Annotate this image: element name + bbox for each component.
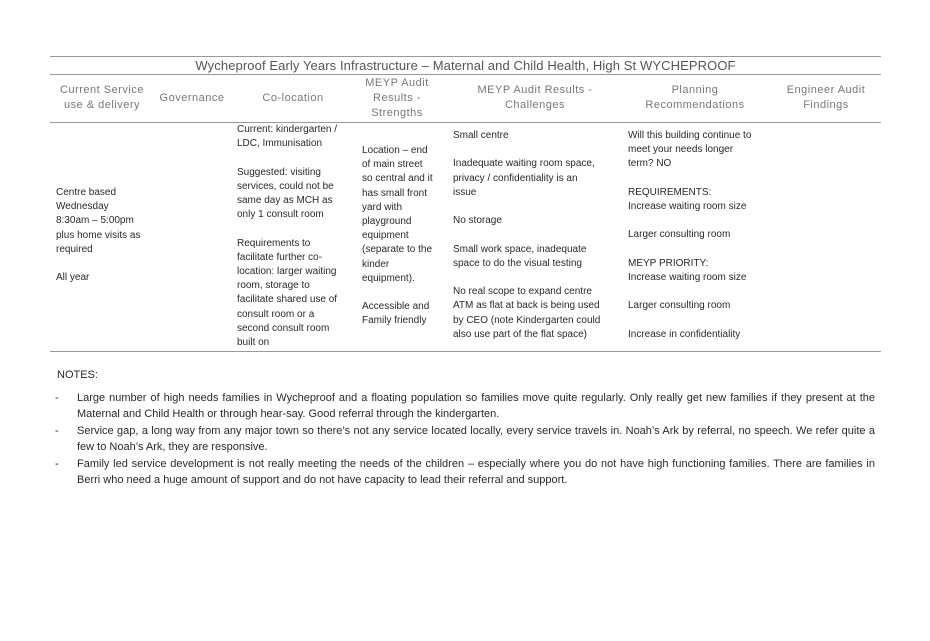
cell-line: yard with [362, 201, 403, 213]
cell-line: equipment). [362, 272, 415, 284]
blank-line [453, 228, 621, 242]
table-bottom-rule [50, 351, 881, 352]
cell-line: Current: kindergarten / [237, 124, 338, 135]
blank-line [628, 314, 778, 328]
blank-line [628, 285, 778, 299]
cell-line: facilitate further co- [237, 251, 323, 263]
cell-line: Centre based [56, 187, 117, 198]
header-divider [50, 122, 881, 123]
blank-line [628, 172, 778, 186]
cell-line: Wednesday [56, 201, 109, 213]
cell-line: Larger consulting room [628, 300, 731, 312]
notes-heading: NOTES: [57, 369, 98, 381]
note-bullet: - [55, 458, 59, 470]
header-governance: Governance [159, 92, 225, 104]
cell-line: also use part of the flat space) [453, 328, 587, 340]
cell-line: Will this building continue to [628, 130, 752, 141]
note-bullet: - [55, 425, 59, 437]
table-title: Wycheproof Early Years Infrastructure – Maternal and Child Health, High St WYCHEPROOF [50, 56, 881, 75]
cell-current-service [56, 186, 156, 285]
cell-line: Larger consulting room [628, 229, 731, 241]
blank-line [628, 243, 778, 257]
note-item [55, 456, 875, 488]
cell-line: Small centre [453, 130, 509, 141]
note-item [55, 423, 875, 455]
cell-line: by CEO (note Kindergarten could [453, 314, 601, 326]
cell-line: Accessible and [362, 301, 430, 313]
blank-line [453, 271, 621, 285]
cell-line: All year [56, 272, 90, 284]
cell-line: Increase waiting room size [628, 201, 747, 212]
cell-line: Small work space, inadequate [453, 243, 587, 255]
cell-line: LDC, Immunisation [237, 138, 323, 150]
cell-challenges [453, 129, 621, 342]
cell-line: No real scope to expand centre [453, 286, 592, 298]
blank-line [237, 222, 355, 236]
header-co-location: Co-location [262, 92, 324, 104]
blank-line [237, 151, 355, 165]
note-item [55, 390, 875, 422]
cell-line: Family friendly [362, 315, 427, 327]
cell-line: ATM as flat at back is being used [453, 300, 600, 312]
cell-line: Increase in confidentiality [628, 328, 741, 340]
note-bullet: - [55, 392, 59, 404]
cell-strengths [362, 144, 446, 329]
note-text: Family led service development is not really meeting the needs of the children – especially where you do not have high functioning families. There are families in Berri who need a huge amount of support and do not have capacity to lead their referral and support. [77, 458, 875, 486]
cell-line: space to do the visual testing [453, 257, 582, 269]
cell-line: consult room or a [237, 308, 315, 320]
cell-line: required [56, 243, 93, 255]
cell-line: room, storage to [237, 280, 310, 292]
note-text: Service gap, a long way from any major town so there’s not any service located locally, every service travels in. Noah’s Ark by referral, no speech. We refer quite a few to Noah’s Ark, they are responsive. [77, 425, 875, 453]
blank-line [362, 286, 446, 300]
cell-line: built on [237, 337, 270, 349]
cell-line: (separate to the [362, 244, 433, 256]
cell-line: Requirements to [237, 237, 311, 249]
cell-line: REQUIREMENTS: [628, 186, 712, 198]
blank-line [453, 200, 621, 214]
cell-line: plus home visits as [56, 229, 141, 241]
cell-line: term? NO [628, 158, 672, 170]
cell-line: issue [453, 186, 477, 198]
header-engineer-audit: Engineer Audit Findings [786, 84, 866, 111]
cell-line: kinder [362, 258, 390, 270]
cell-line: location: larger waiting [237, 266, 337, 277]
cell-line: services, could not be [237, 180, 334, 192]
cell-line: facilitate shared use of [237, 294, 338, 306]
cell-line: MEYP PRIORITY: [628, 257, 709, 269]
cell-recommendations [628, 129, 778, 342]
cell-line: of main street [362, 159, 423, 171]
cell-line: privacy / confidentiality is an [453, 172, 578, 184]
header-recommendations: Planning Recommendations [645, 84, 745, 111]
cell-line: meet your needs longer [628, 144, 734, 156]
cell-co-location [237, 123, 355, 350]
blank-line [56, 257, 156, 271]
cell-line: Suggested: visiting [237, 166, 321, 178]
cell-line: equipment [362, 230, 409, 242]
cell-line: 8:30am – 5:00pm [56, 215, 134, 227]
header-challenges: MEYP Audit Results - Challenges [477, 84, 593, 111]
header-strengths: MEYP Audit Results - Strengths [365, 77, 429, 119]
header-current-service: Current Service use & delivery [60, 84, 144, 111]
blank-line [453, 143, 621, 157]
cell-line: Inadequate waiting room space, [453, 158, 595, 170]
blank-line [628, 214, 778, 228]
cell-line: second consult room [237, 322, 330, 334]
cell-line: Location – end [362, 145, 428, 156]
cell-line: same day as MCH as [237, 195, 333, 206]
cell-line: playground [362, 216, 412, 228]
cell-line: No storage [453, 215, 502, 227]
cell-line: so central and it [362, 173, 433, 185]
cell-line: Increase waiting room size [628, 271, 747, 283]
note-text: Large number of high needs families in Wycheproof and a floating population so families move quite regularly. Only really get new families if they present at the Maternal and Child Health or through hear-say. Good referral through the kindergarten. [77, 392, 875, 420]
cell-line: has small front [362, 187, 428, 199]
cell-line: only 1 consult room [237, 209, 324, 221]
